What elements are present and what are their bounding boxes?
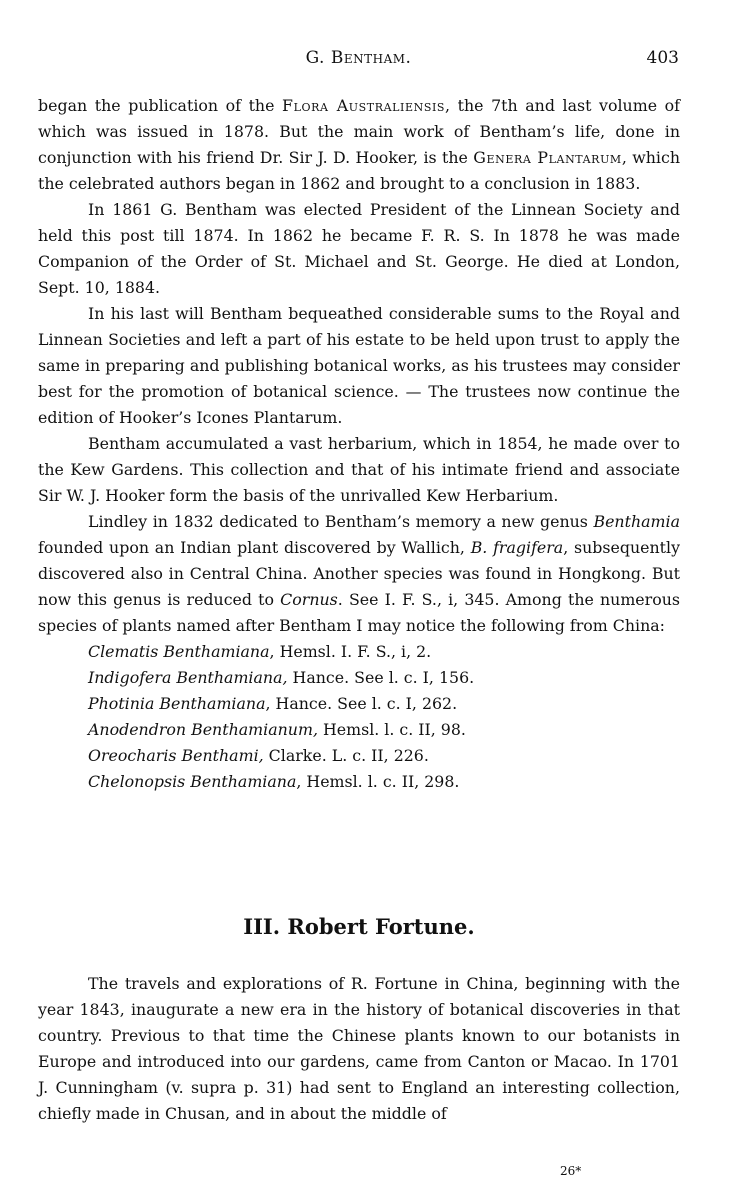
plant-reference: Hance. See l. c. I, 156. bbox=[287, 668, 475, 687]
list-item bbox=[88, 665, 680, 691]
plant-name: Anodendron Benthamianum, bbox=[88, 720, 318, 739]
plant-reference: , Hemsl. l. c. II, 298. bbox=[296, 772, 460, 791]
plant-reference: Hemsl. l. c. II, 98. bbox=[317, 720, 466, 739]
paragraph-5 bbox=[38, 509, 680, 639]
list-item bbox=[88, 769, 680, 795]
para1-text-c: , which the celebrated authors began in 1862 and brought to a conclusion in 1883. bbox=[38, 148, 680, 193]
para1-text-a: began the publication of the bbox=[38, 96, 283, 115]
section-paragraph: The travels and explorations of R. Fortune in China, beginning with the year 1843, inaugurate a new era in the history of botanical discoveries in that country. Previous to that time the Chinese plants known to our botanists in Europe and introduced into our gardens, came from Canton or Macao. In 1701 J. Cunningham (v. supra p. 31) had sent to England an interesting collection, chiefly made in Chusan, and in about the middle of bbox=[38, 974, 680, 1123]
body-text bbox=[38, 93, 680, 795]
para1-text-b: , the 7th and last volume of which was issued in 1878. But the main work of Bentham’s life, done in conjunction with his friend Dr. Sir J. D. Hooker, is the bbox=[38, 96, 680, 167]
paragraph-2: In 1861 G. Bentham was elected President of the Linnean Society and held this post till 1874. In 1862 he became F. R. S. In 1878 he was made Companion of the Order of St. Michael and St. George. He died at London, Sept. 10, 1884. bbox=[38, 200, 680, 297]
list-item bbox=[88, 639, 680, 665]
genera-plantarum-title: Genera Plantarum bbox=[473, 148, 622, 167]
running-header bbox=[38, 48, 679, 72]
para5-text-d: . See I. F. S., i, 345. Among the numerous species of plants named after Bentham I may notice the following from China: bbox=[38, 590, 680, 635]
page-number: 403 bbox=[646, 48, 679, 68]
list-item bbox=[88, 691, 680, 717]
para5-text-a: Lindley in 1832 dedicated to Bentham’s memory a new genus bbox=[88, 512, 594, 531]
plant-list bbox=[88, 639, 680, 795]
plant-reference: , Hance. See l. c. I, 262. bbox=[265, 694, 458, 713]
list-item bbox=[88, 717, 680, 743]
running-title: G. Bentham. bbox=[305, 48, 412, 68]
list-item bbox=[88, 743, 680, 769]
para5-text-c: , subsequently discovered also in Central China. Another species was found in Hongkong. But now this genus is reduced to bbox=[38, 538, 681, 609]
plant-name: Chelonopsis Benthamiana bbox=[88, 772, 297, 791]
species-b-fragifera: B. fragifera bbox=[470, 538, 564, 557]
paragraph-3: In his last will Bentham bequeathed considerable sums to the Royal and Linnean Societies and left a part of his estate to be held upon trust to apply the same in preparing and publishing botanical works, as his trustees may consider best for the promotion of botanical science. — The trustees now continue the edition of Hooker’s Icones Plantarum. bbox=[38, 304, 680, 427]
paragraph-1 bbox=[38, 93, 680, 197]
section-body-text bbox=[38, 971, 680, 1127]
signature-mark: 26* bbox=[560, 1164, 582, 1178]
plant-reference: , Hemsl. I. F. S., i, 2. bbox=[269, 642, 432, 661]
para5-text-b: founded upon an Indian plant discovered by Wallich, bbox=[38, 538, 471, 557]
plant-reference: Clarke. L. c. II, 226. bbox=[263, 746, 429, 765]
section-heading: III. Robert Fortune. bbox=[243, 914, 475, 939]
plant-name: Oreocharis Benthami, bbox=[88, 746, 264, 765]
flora-australiensis-title: Flora Australiensis bbox=[282, 96, 446, 115]
plant-name: Clematis Benthamiana bbox=[88, 642, 270, 661]
paragraph-4: Bentham accumulated a vast herbarium, which in 1854, he made over to the Kew Gardens. This collection and that of his intimate friend and associate Sir W. J. Hooker form the basis of the unrivalled Kew Herbarium. bbox=[38, 434, 680, 505]
plant-name: Indigofera Benthamiana, bbox=[88, 668, 288, 687]
genus-benthamia: Benthamia bbox=[593, 512, 680, 531]
genus-cornus: Cornus bbox=[280, 590, 338, 609]
plant-name: Photinia Benthamiana bbox=[88, 694, 266, 713]
